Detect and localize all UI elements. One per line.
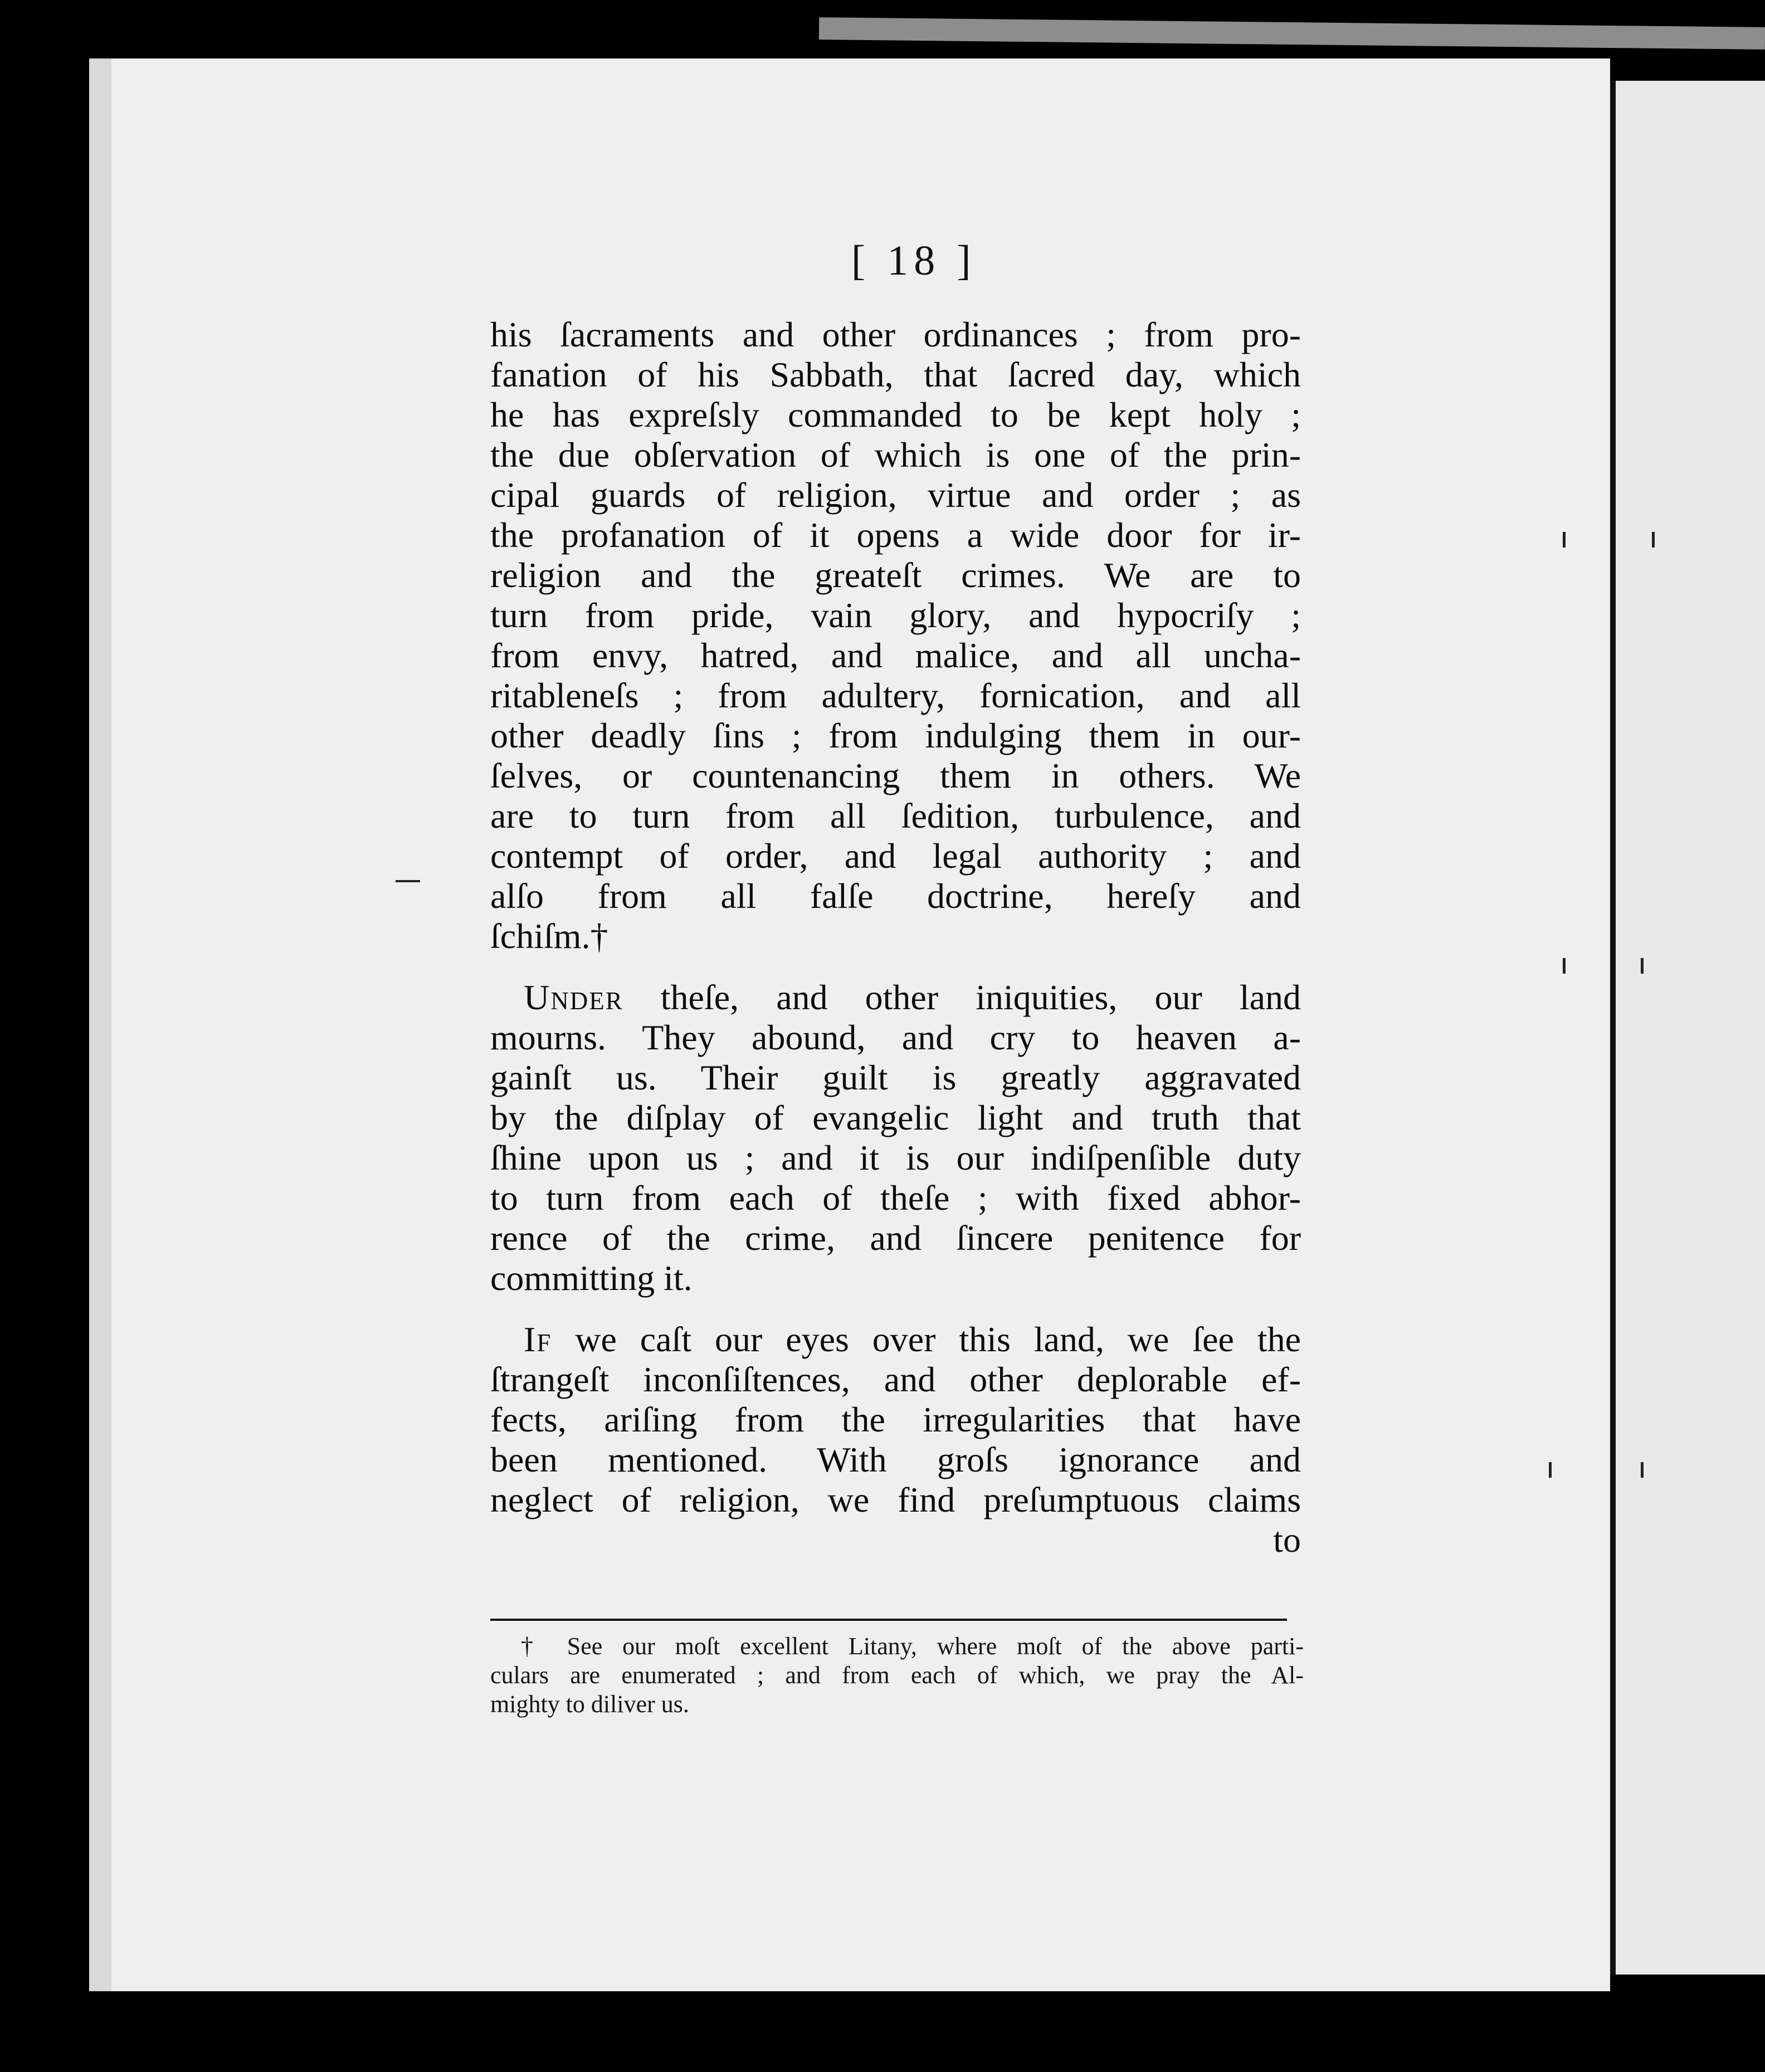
text-line: are to turn from all ſedition, turbulence, and	[490, 796, 1301, 835]
text-line: neglect of religion, we find preſumptuous claims	[490, 1480, 1301, 1519]
text-line: the due obſervation of which is one of the prin-	[490, 435, 1301, 475]
page-number: [ 18 ]	[851, 237, 977, 284]
catchword: to	[1273, 1520, 1301, 1560]
text-line: cipal guards of religion, virtue and order ; as	[490, 475, 1301, 515]
footnote	[490, 1632, 1304, 1719]
text-line: ſchiſm.†	[490, 916, 608, 956]
margin-mark	[396, 880, 420, 882]
text-line: ritableneſs ; from adultery, fornication, and all	[490, 676, 1301, 715]
body-text	[490, 315, 1301, 1560]
text-line: from envy, hatred, and malice, and all uncha-	[490, 636, 1301, 675]
text-line: his ſacraments and other ordinances ; from pro-	[490, 315, 1301, 354]
background-strip	[819, 17, 1765, 50]
text-line: mourns. They abound, and cry to heaven a-	[490, 1018, 1301, 1057]
margin-mark	[1549, 1462, 1552, 1478]
text-line: other deadly ſins ; from indulging them in our-	[490, 716, 1301, 755]
text-line: ſelves, or countenancing them in others. We	[490, 756, 1301, 795]
text-line: by the diſplay of evangelic light and truth that	[490, 1098, 1301, 1137]
footnote-line: mighty to diliver us.	[490, 1690, 689, 1718]
text-line: gainſt us. Their guilt is greatly aggravated	[490, 1058, 1301, 1097]
text-line: Under theſe, and other iniquities, our land	[524, 978, 1301, 1017]
text-line: religion and the greateſt crimes. We are to	[490, 555, 1301, 595]
paragraph-1	[490, 315, 1301, 956]
text-line: contempt of order, and legal authority ; and	[490, 836, 1301, 876]
text-line: fanation of his Sabbath, that ſacred day, which	[490, 355, 1301, 394]
footnote-line: culars are enumerated ; and from each of which, we pray the Al-	[490, 1661, 1304, 1689]
text-line: to turn from each of theſe ; with fixed abhor-	[490, 1178, 1301, 1218]
text-line: the profanation of it opens a wide door for ir-	[490, 515, 1301, 555]
paragraph-2	[490, 978, 1301, 1298]
page-gutter	[89, 58, 111, 1991]
paragraph-3	[490, 1320, 1301, 1560]
facing-page-edge	[1610, 81, 1765, 1975]
footnote-rule	[490, 1619, 1287, 1621]
margin-mark	[1641, 1462, 1644, 1478]
text-line: he has expreſsly commanded to be kept holy ;	[490, 395, 1301, 434]
text-line: If we caſt our eyes over this land, we ſee the	[524, 1320, 1301, 1359]
text-line: been mentioned. With groſs ignorance and	[490, 1440, 1301, 1479]
footnote-line: † See our moſt excellent Litany, where moſt of the above parti-	[521, 1633, 1304, 1660]
text-line: ſtrangeſt inconſiſtences, and other deplorable ef-	[490, 1360, 1301, 1399]
text-line: ſhine upon us ; and it is our indiſpenſible duty	[490, 1138, 1301, 1177]
margin-mark	[1641, 958, 1644, 974]
margin-mark	[1563, 532, 1566, 548]
small-caps-lead: Under	[524, 978, 623, 1017]
text-line: fects, ariſing from the irregularities that have	[490, 1400, 1301, 1439]
small-caps-lead: If	[524, 1320, 552, 1359]
text-line: turn from pride, vain glory, and hypocriſy ;	[490, 595, 1301, 635]
margin-mark	[1652, 532, 1655, 548]
text-line: committing it.	[490, 1258, 693, 1298]
text-line: rence of the crime, and ſincere penitence for	[490, 1218, 1301, 1258]
text-line: alſo from all falſe doctrine, hereſy and	[490, 876, 1301, 916]
margin-mark	[1563, 958, 1566, 974]
